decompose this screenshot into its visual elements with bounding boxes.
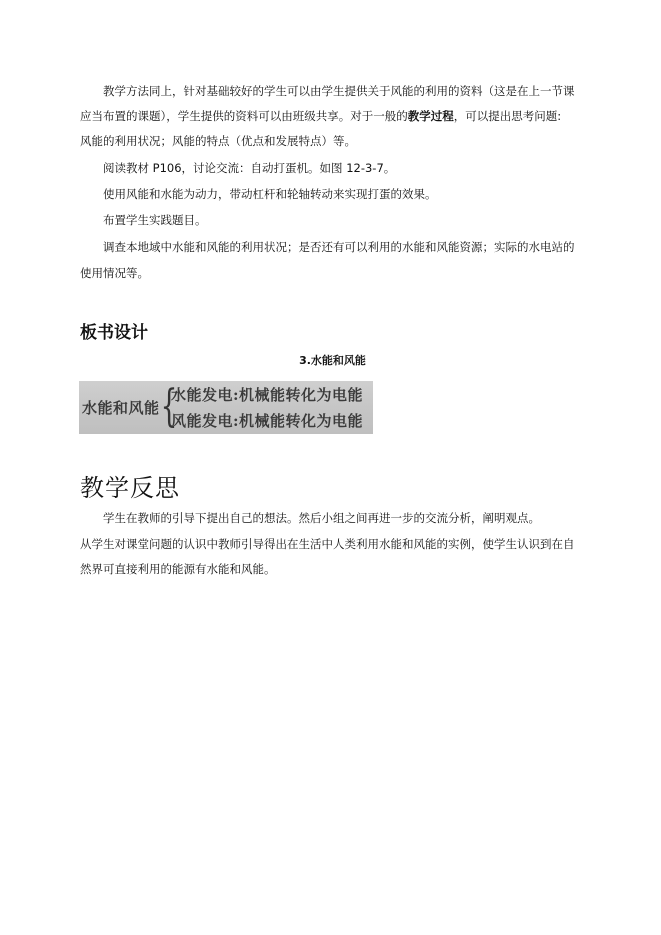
intro-paragraph-1 bbox=[80, 79, 585, 104]
reflection-paragraph-2-end: 然界可直接利用的能源有水能和风能。 bbox=[80, 562, 276, 576]
reflection-heading: 教学反思 bbox=[80, 474, 180, 502]
intro-paragraph-2: 阅读教材 P106，讨论交流：自动打蛋机。如图 12-3-7。 bbox=[103, 161, 396, 175]
reflection-p2-line1: 从学生对课堂问题的认识中教师引导得出在生活中人类利用水能和风能的实例，使学生认识到在自 bbox=[80, 537, 575, 551]
intro-paragraph-3: 使用风能和水能为动力，带动杠杆和轮轴转动来实现打蛋的效果。 bbox=[103, 187, 437, 201]
board-design-subtitle: 3.水能和风能 bbox=[299, 354, 366, 367]
intro-paragraph-5 bbox=[80, 235, 585, 260]
brace-icon: { bbox=[160, 381, 178, 432]
intro-p1-line1: 教学方法同上，针对基础较好的学生可以由学生提供关于风能的利用的资料（这是在上一节课 bbox=[103, 84, 575, 98]
intro-p1-line3: 风能的利用状况；风能的特点（优点和发展特点）等。 bbox=[80, 134, 356, 148]
intro-p1-line2b: ，可以提出思考问题: bbox=[453, 109, 562, 123]
intro-p1-line2a: 应当布置的课题），学生提供的资料可以由班级共享。对于一般的 bbox=[80, 109, 408, 123]
intro-paragraph-5-end: 使用情况等。 bbox=[80, 266, 149, 280]
board-design-image bbox=[79, 381, 373, 434]
board-line-hydro: 水能发电:机械能转化为电能 bbox=[171, 386, 364, 404]
board-design-heading: 板书设计 bbox=[80, 323, 148, 343]
intro-paragraph-1-end bbox=[80, 129, 585, 154]
reflection-paragraph-2 bbox=[80, 532, 585, 557]
board-left-label: 水能和风能 bbox=[82, 399, 160, 417]
intro-p5-line1: 调查本地域中水能和风能的利用状况；是否还有可以利用的水能和风能资源；实际的水电站的 bbox=[103, 240, 575, 254]
intro-p1-bold: 教学过程 bbox=[407, 109, 454, 123]
intro-paragraph-1-cont bbox=[80, 104, 585, 129]
reflection-paragraph-1: 学生在教师的引导下提出自己的想法。然后小组之间再进一步的交流分析，阐明观点。 bbox=[103, 511, 540, 525]
intro-paragraph-4: 布置学生实践题目。 bbox=[103, 213, 207, 227]
board-line-wind: 风能发电:机械能转化为电能 bbox=[171, 412, 364, 430]
